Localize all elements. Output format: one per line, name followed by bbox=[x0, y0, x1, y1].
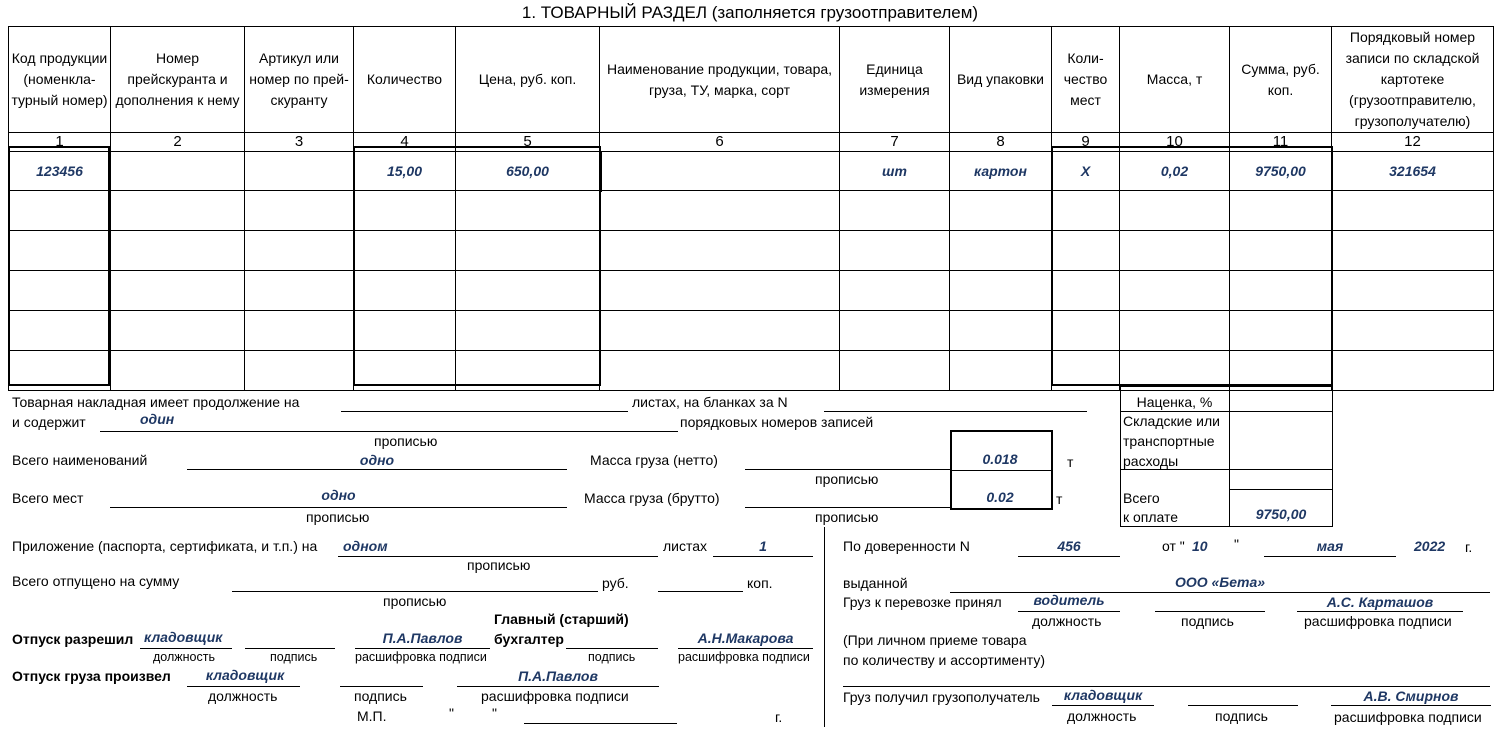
accepted-position-value: водитель bbox=[1033, 592, 1105, 608]
payable-value: 9750,00 bbox=[1255, 506, 1307, 522]
year-suffix: г. bbox=[1465, 539, 1473, 555]
column-number: 7 bbox=[840, 133, 950, 152]
unit-t: т bbox=[1067, 454, 1074, 470]
accepted-label: Груз к перевозке принял bbox=[843, 594, 1002, 610]
section-divider bbox=[824, 527, 825, 727]
signature-caption: подпись bbox=[354, 688, 407, 704]
decode-caption: расшифровка подписи bbox=[481, 688, 629, 704]
personal-receipt-note: по количеству и ассортименту) bbox=[843, 652, 1046, 668]
stamp-label: М.П. bbox=[357, 708, 387, 724]
in-words-label: прописью bbox=[467, 557, 531, 573]
table-cell: картон bbox=[950, 152, 1052, 191]
decode-caption: расшифровка подписи bbox=[355, 650, 487, 664]
released-sum-label: Всего отпущено на сумму bbox=[12, 573, 180, 589]
contains-value: один bbox=[140, 411, 175, 427]
issued-label: выданной bbox=[843, 575, 908, 591]
contains-label: и содержит bbox=[12, 414, 86, 430]
position-caption: должность bbox=[153, 650, 215, 664]
day-value: 10 bbox=[1192, 538, 1208, 554]
header-cell: Порядковый номер записи по складской картотеке (грузоотправителю, грузополучателю) bbox=[1332, 27, 1494, 133]
header-cell: Масса, т bbox=[1120, 27, 1230, 133]
net-mass-label: Масса груза (нетто) bbox=[590, 452, 718, 468]
signature-caption: подпись bbox=[270, 650, 318, 664]
year-suffix: г. bbox=[775, 709, 783, 725]
markup-label: Наценка, % bbox=[1136, 394, 1213, 410]
month-value: мая bbox=[1316, 538, 1344, 554]
quote-mark: " bbox=[1234, 536, 1239, 552]
payable-label: к оплате bbox=[1123, 509, 1179, 525]
signature-caption: подпись bbox=[1181, 613, 1234, 629]
data-block-outline-mid bbox=[353, 146, 601, 386]
kop-label: коп. bbox=[747, 575, 773, 591]
table-cell: 650,00 bbox=[456, 152, 600, 191]
header-cell: Артикул или номер по прей-скуранту bbox=[245, 27, 354, 133]
accepted-name-value: А.С. Карташов bbox=[1326, 594, 1434, 610]
header-cell: Номер прейскуранта и дополнения к нему bbox=[111, 27, 245, 133]
table-cell: 321654 bbox=[1332, 152, 1494, 191]
expenses-label: Складские или bbox=[1123, 413, 1220, 429]
records-label: порядковых номеров записей bbox=[680, 414, 874, 430]
column-number: 12 bbox=[1332, 133, 1494, 152]
in-words-label: прописью bbox=[815, 509, 879, 525]
expenses-label: транспортные bbox=[1123, 433, 1215, 449]
total-places-label: Всего мест bbox=[12, 490, 84, 506]
in-words-label: прописью bbox=[815, 471, 879, 487]
page-title: 1. ТОВАРНЫЙ РАЗДЕЛ (заполняется грузоотправителем) bbox=[521, 3, 979, 22]
permitted-label: Отпуск разрешил bbox=[12, 631, 134, 647]
table-header-row bbox=[9, 27, 1494, 133]
net-mass-value: 0.018 bbox=[982, 451, 1018, 467]
in-words-label: прописью bbox=[306, 509, 370, 525]
column-number: 4 bbox=[354, 133, 456, 152]
table-cell: 0,02 bbox=[1120, 152, 1230, 191]
sheets-blanks-label: листах, на бланках за N bbox=[632, 394, 788, 410]
sheets-label: листах bbox=[663, 538, 708, 554]
table-cell bbox=[111, 152, 245, 191]
column-number: 1 bbox=[9, 133, 111, 152]
column-number: 3 bbox=[245, 133, 354, 152]
column-number: 8 bbox=[950, 133, 1052, 152]
in-words-label: прописью bbox=[383, 593, 447, 609]
attachment-value: одном bbox=[343, 538, 388, 554]
in-words-label: прописью bbox=[374, 433, 438, 449]
table-cell bbox=[245, 152, 354, 191]
header-cell: Единица измерения bbox=[840, 27, 950, 133]
chief-accountant-label: бухгалтер bbox=[494, 631, 564, 647]
column-number: 6 bbox=[600, 133, 840, 152]
quote-mark: " bbox=[492, 705, 497, 721]
personal-receipt-note: (При личном приеме товара bbox=[843, 632, 1027, 648]
received-name-value: А.В. Смирнов bbox=[1363, 688, 1459, 704]
released-by-label: Отпуск груза произвел bbox=[12, 668, 171, 684]
continuation-label: Товарная накладная имеет продолжение на bbox=[12, 394, 300, 410]
gross-mass-label: Масса груза (брутто) bbox=[584, 490, 720, 506]
issued-value: ООО «Бета» bbox=[1174, 574, 1266, 590]
proxy-label: По доверенности N bbox=[843, 538, 970, 554]
column-number: 5 bbox=[456, 133, 600, 152]
received-position-value: кладовщик bbox=[1063, 687, 1143, 703]
expenses-label: расходы bbox=[1123, 453, 1179, 469]
year-value: 2022 bbox=[1414, 538, 1446, 554]
total-names-value: одно bbox=[359, 452, 395, 468]
decode-caption: расшифровка подписи bbox=[1334, 709, 1482, 725]
header-cell: Сумма, руб. коп. bbox=[1230, 27, 1332, 133]
header-cell: Код продукции (номенкла-турный номер) bbox=[9, 27, 111, 133]
header-cell: Наименование продукции, товара, груза, ТУ, марка, сорт bbox=[600, 27, 840, 133]
unit-t: т bbox=[1056, 491, 1063, 507]
sheets-value: 1 bbox=[759, 538, 767, 554]
column-number: 9 bbox=[1052, 133, 1120, 152]
column-number: 2 bbox=[111, 133, 245, 152]
payable-label: Всего bbox=[1123, 490, 1160, 506]
header-cell: Коли-чество мест bbox=[1052, 27, 1120, 133]
table-cell: шт bbox=[840, 152, 950, 191]
gross-mass-value: 0.02 bbox=[986, 489, 1014, 505]
table-cell: Х bbox=[1052, 152, 1120, 191]
data-block-outline-left bbox=[8, 146, 110, 386]
position-caption: должность bbox=[208, 688, 278, 704]
decode-caption: расшифровка подписи bbox=[1304, 613, 1452, 629]
permitted-name-value: П.А.Павлов bbox=[382, 630, 463, 646]
table-cell: 123456 bbox=[9, 152, 111, 191]
rub-label: руб. bbox=[602, 575, 629, 591]
header-cell: Цена, руб. коп. bbox=[456, 27, 600, 133]
data-block-outline-right bbox=[1051, 146, 1333, 386]
total-names-label: Всего наименований bbox=[12, 452, 148, 468]
released-position-value: кладовщик bbox=[205, 667, 285, 683]
released-name-value: П.А.Павлов bbox=[518, 668, 598, 684]
table-cell: 15,00 bbox=[354, 152, 456, 191]
signature-caption: подпись bbox=[588, 650, 636, 664]
proxy-number-value: 456 bbox=[1057, 538, 1081, 554]
decode-caption: расшифровка подписи bbox=[678, 650, 810, 664]
from-label: от " bbox=[1162, 538, 1185, 554]
header-cell: Вид упаковки bbox=[950, 27, 1052, 133]
column-number: 11 bbox=[1230, 133, 1332, 152]
permitted-position-value: кладовщик bbox=[144, 629, 223, 645]
received-label: Груз получил грузополучатель bbox=[843, 689, 1040, 705]
table-cell: 9750,00 bbox=[1230, 152, 1332, 191]
signature-caption: подпись bbox=[1215, 708, 1268, 724]
chief-accountant-label: Главный (старший) bbox=[494, 611, 629, 627]
column-number: 10 bbox=[1120, 133, 1230, 152]
position-caption: должность bbox=[1067, 708, 1137, 724]
attachment-label: Приложение (паспорта, сертификата, и т.п.) на bbox=[12, 538, 318, 554]
position-caption: должность bbox=[1032, 613, 1102, 629]
total-places-value: одно bbox=[321, 487, 356, 503]
header-cell: Количество bbox=[354, 27, 456, 133]
quote-mark: " bbox=[449, 705, 454, 721]
chief-accountant-name-value: А.Н.Макарова bbox=[697, 630, 794, 646]
